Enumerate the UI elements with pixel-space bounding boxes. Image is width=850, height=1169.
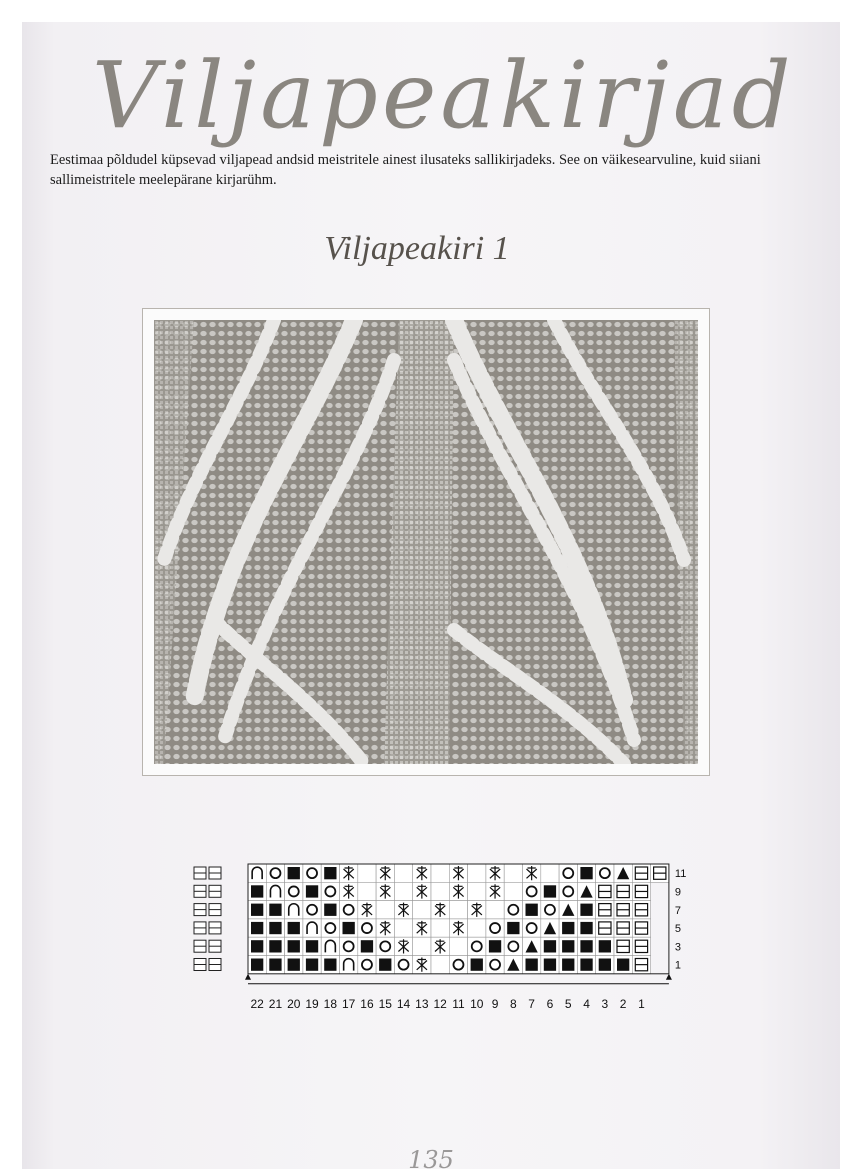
column-number: 9 [491,996,499,1010]
filled-square-symbol [562,959,574,971]
chart-cell [303,901,321,919]
column-number: 2 [619,996,627,1010]
column-number: 10 [470,996,484,1010]
column-number: 21 [268,996,283,1010]
column-number: 20 [287,996,301,1010]
column-number: 14 [396,996,411,1010]
filled-square-symbol [580,940,592,952]
chart-cell [340,937,358,955]
filled-square-symbol [306,940,318,952]
filled-square-symbol [526,959,538,971]
chart-cell [486,901,504,919]
chart-cell [468,864,486,882]
filled-square-symbol [251,940,263,952]
row-number: 9 [674,886,682,899]
filled-square-symbol [251,885,263,897]
filled-square-symbol [507,922,519,934]
chart-cell [303,864,321,882]
chart-cell [504,901,522,919]
filled-square-symbol [544,940,556,952]
filled-square-symbol [269,940,281,952]
chart-cell [376,901,394,919]
lace-photo [154,320,698,764]
chart-cell [431,882,449,900]
knitting-chart [186,840,686,1010]
filled-square-symbol [288,922,300,934]
pattern-title: Viljapeakiri 1 [324,230,510,267]
filled-square-symbol [526,904,538,916]
filled-square-symbol [343,922,355,934]
chart-cell [523,882,541,900]
chart-cell [321,882,339,900]
filled-square-symbol [617,959,629,971]
chart-cell [468,937,486,955]
lace-photo-art [154,320,698,764]
column-number: 16 [360,996,374,1010]
chart-cell [559,882,577,900]
filled-square-symbol [580,867,592,879]
column-number: 6 [546,996,554,1010]
filled-square-symbol [580,904,592,916]
chart-cell [468,919,486,937]
chart-cell [504,937,522,955]
column-number: 13 [415,996,429,1010]
column-number: 5 [564,996,572,1010]
chart-cell [431,919,449,937]
column-number: 15 [378,996,392,1010]
photo-frame [142,308,710,776]
chart-cell [431,864,449,882]
chart-cell [413,901,431,919]
filled-square-symbol [251,904,263,916]
filled-square-symbol [288,959,300,971]
filled-square-symbol [251,922,263,934]
chart-cell [358,882,376,900]
filled-square-symbol [324,904,336,916]
filled-square-symbol [269,959,281,971]
filled-square-symbol [379,959,391,971]
chart-cell [468,882,486,900]
filled-square-symbol [288,940,300,952]
filled-square-symbol [544,959,556,971]
column-number: 1 [638,996,645,1010]
chart-cell [559,864,577,882]
filled-square-symbol [580,922,592,934]
chart-cell [449,901,467,919]
filled-square-symbol [544,885,556,897]
column-number: 17 [341,996,356,1010]
row-number: 7 [674,904,682,917]
chart-cell [486,956,504,974]
column-number: 19 [305,996,319,1010]
chart-cell [596,864,614,882]
filled-square-symbol [599,959,611,971]
filled-square-symbol [324,959,336,971]
column-number: 12 [433,996,447,1010]
column-number: 8 [510,996,517,1010]
column-number: 22 [250,996,264,1010]
chart-cell [394,882,412,900]
filled-square-symbol [251,959,263,971]
filled-square-symbol [562,922,574,934]
filled-square-symbol [562,940,574,952]
chart-cell [504,864,522,882]
chart-cell [523,919,541,937]
row-number: 5 [674,923,682,936]
filled-square-symbol [269,922,281,934]
book-page [22,22,840,1169]
filled-square-symbol [580,959,592,971]
filled-square-symbol [306,959,318,971]
chart-cell [394,864,412,882]
filled-square-symbol [489,940,501,952]
chart-cell [394,919,412,937]
chart-cell [376,937,394,955]
page-title: Viljapeakirjad [92,42,795,149]
chart-cell [394,956,412,974]
filled-square-symbol [599,940,611,952]
column-number: 3 [601,996,609,1010]
chart-cell [358,864,376,882]
row-number: 11 [674,868,686,881]
chart-cell [266,864,284,882]
chart-cell [449,956,467,974]
filled-square-symbol [324,867,336,879]
chart-cell [541,864,559,882]
filled-square-symbol [288,867,300,879]
filled-square-symbol [306,885,318,897]
chart-cell [358,956,376,974]
column-number: 7 [528,996,535,1010]
column-number: 11 [452,996,465,1010]
knitting-chart-svg [186,840,686,1010]
chart-cell [285,882,303,900]
row-number: 3 [674,941,682,954]
chart-cell [486,919,504,937]
chart-cell [449,937,467,955]
repeat-arrow-right [666,974,672,980]
chart-cell [504,882,522,900]
chart-cell [413,937,431,955]
filled-square-symbol [471,959,483,971]
filled-square-symbol [361,940,373,952]
repeat-arrow-left [245,974,251,980]
filled-square-symbol [269,904,281,916]
intro-paragraph: Eestimaa põldudel küpsevad viljapead andsid meistritele ainest ilusateks sallikirjadeks. See on väikesearvuline, kuid siiani sallimeistritele meelepärane kirjarühm. [50,152,761,188]
chart-cell [541,901,559,919]
chart-cell [321,919,339,937]
row-number: 1 [674,959,682,972]
chart-cell [358,919,376,937]
column-number: 4 [583,996,590,1010]
column-number: 18 [323,996,338,1010]
page-number: 135 [408,1146,454,1169]
chart-cell [340,901,358,919]
chart-cell [431,956,449,974]
